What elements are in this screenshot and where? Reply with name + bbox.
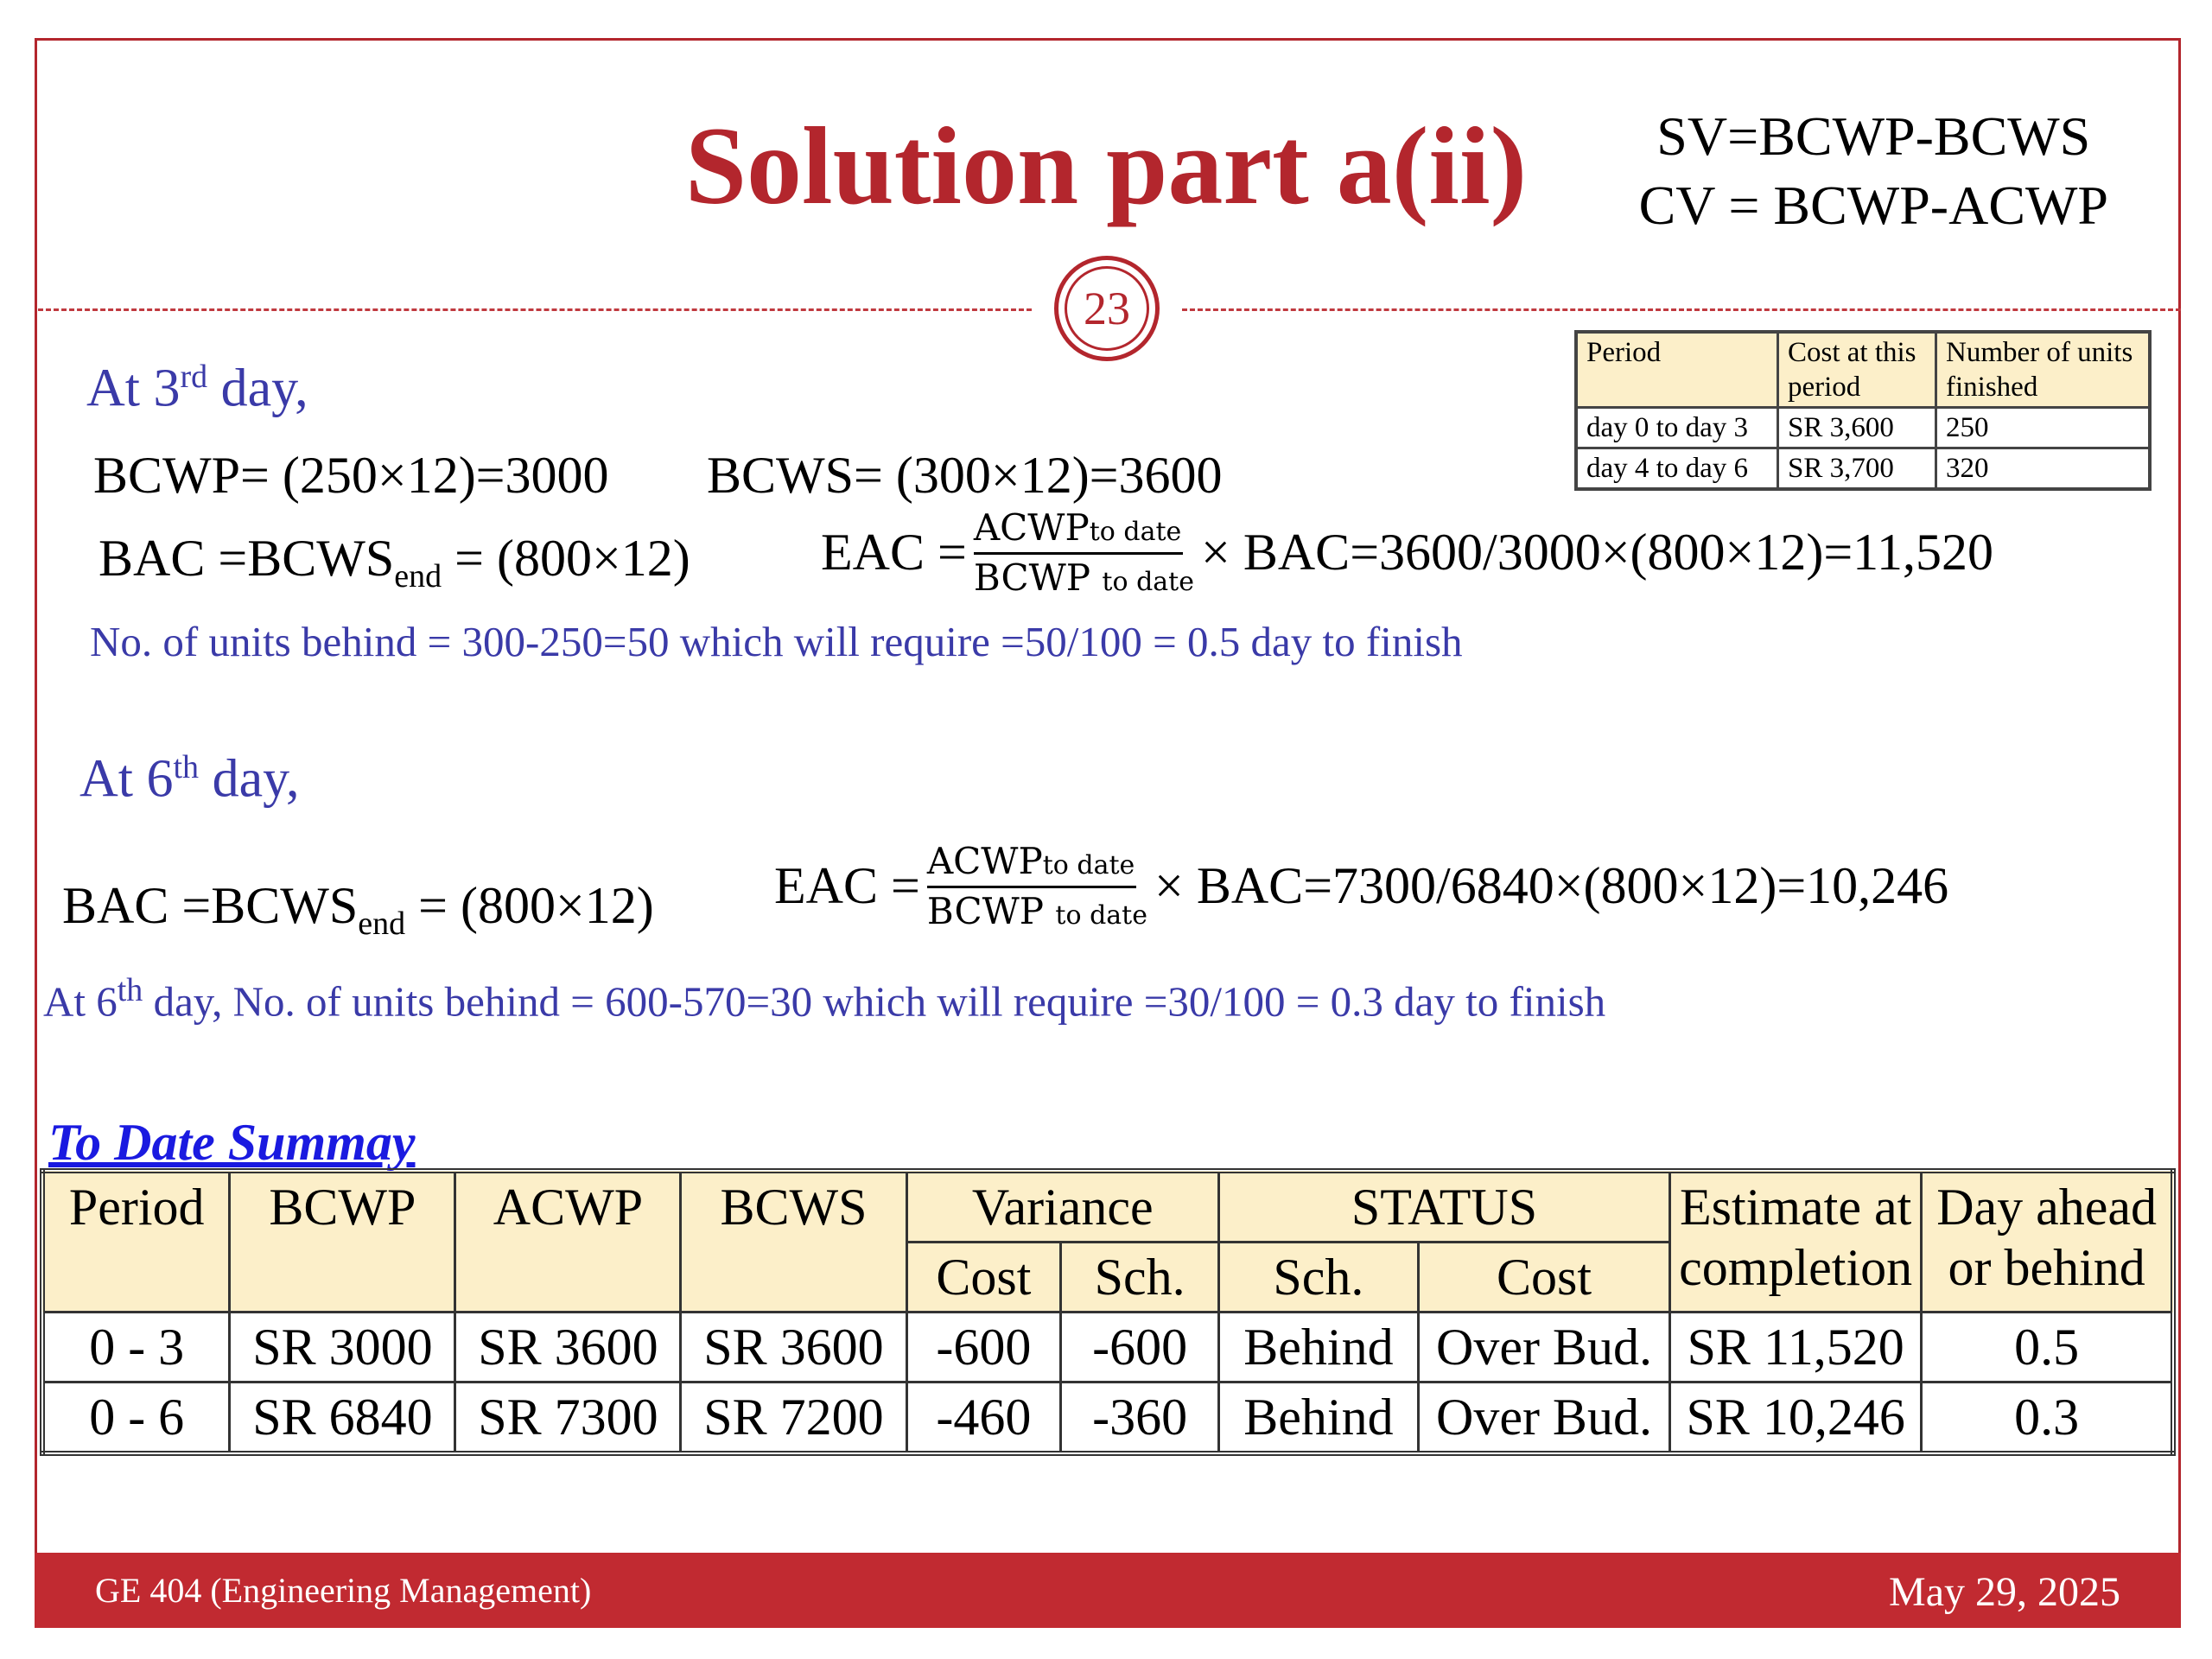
reference-table [1574,330,2152,491]
header-estimate [1670,1171,1922,1313]
day6-eac [774,840,1948,932]
header-variance: Variance [906,1171,1218,1243]
slide-title: Solution part a(ii) [684,105,1528,227]
divider-left [38,308,1032,311]
day6-heading-text: At 6 [79,749,174,809]
reference-table-header [1576,332,2150,408]
ref-header-cell: Number of units finished [1936,332,2151,408]
summary-table [40,1168,2176,1456]
table-cell: SR 3600 [455,1313,681,1382]
header-acwp: ACWP [455,1171,681,1313]
header-day-line2: or behind [1948,1239,2145,1296]
table-cell: SR 11,520 [1670,1313,1922,1382]
day6-frac-denominator [927,888,1147,932]
header-bcwp: BCWP [230,1171,455,1313]
day6-frac-num-sub: to date [1042,850,1135,880]
day3-eac [821,506,1993,599]
summary-header-row [42,1171,2173,1243]
day6-frac-numerator [927,840,1136,888]
day3-heading-sup: rd [180,359,208,395]
table-cell: -460 [906,1382,1061,1454]
ref-cell: day 0 to day 3 [1576,408,1778,448]
day6-eac-label: EAC = [774,857,920,914]
day6-bac [62,876,654,943]
footer-course: GE 404 (Engineering Management) [95,1571,592,1610]
day3-frac-numerator [974,506,1183,555]
reference-table-row [1576,448,2150,490]
summary-link[interactable]: To Date Summay [48,1114,416,1171]
ref-cell: 320 [1936,448,2151,490]
day3-note: No. of units behind = 300-250=50 which will require =50/100 = 0.5 day to finish [90,618,1463,665]
table-cell: Over Bud. [1418,1382,1669,1454]
day3-bac-text: BAC =BCWS [99,530,395,587]
table-cell: Behind [1218,1382,1418,1454]
table-cell: 0.3 [1922,1382,2173,1454]
table-cell: 0 - 3 [42,1313,230,1382]
day6-heading-sup: th [173,749,200,785]
table-cell: SR 3000 [230,1313,455,1382]
footer-date: May 29, 2025 [1889,1569,2120,1615]
day3-frac-den-sub: to date [1102,567,1194,597]
page-number: 23 [1065,266,1149,351]
table-cell: SR 10,246 [1670,1382,1922,1454]
ref-cell: 250 [1936,408,2151,448]
day6-note-sup: th [117,972,143,1008]
header-status-sch: Sch. [1218,1243,1418,1313]
day3-frac-num-sub: to date [1089,517,1182,547]
header-estimate-line2: completion [1679,1239,1913,1296]
day3-frac-den-text: BCWP [973,556,1091,599]
table-cell: -360 [1061,1382,1219,1454]
table-cell: SR 7200 [681,1382,906,1454]
reference-table-row [1576,408,2150,448]
day3-bac-sub: end [394,558,442,595]
day3-bcwp: BCWP= (250×12)=3000 [93,447,609,504]
day3-frac-num-text: ACWP [973,506,1090,549]
header-day-line1: Day ahead [1936,1179,2158,1236]
ref-cell: SR 3,700 [1778,448,1936,490]
day3-bac-suffix: = (800×12) [442,530,690,587]
day3-heading [86,358,308,420]
table-cell: SR 3600 [681,1313,906,1382]
day6-bac-text: BAC =BCWS [62,877,359,934]
table-cell: 0 - 6 [42,1382,230,1454]
day6-note-text: At 6 [43,977,118,1026]
header-estimate-line1: Estimate at [1680,1179,1912,1236]
day6-heading-suffix: day, [199,749,300,809]
header-var-cost: Cost [906,1243,1061,1313]
day3-eac-fraction [974,506,1194,599]
day3-heading-suffix: day, [207,359,308,418]
header-var-sch: Sch. [1061,1243,1219,1313]
day3-eac-label: EAC = [821,524,967,581]
day3-bac [99,529,690,595]
header-status-cost: Cost [1418,1243,1669,1313]
table-cell: Over Bud. [1418,1313,1669,1382]
table-cell: -600 [1061,1313,1219,1382]
table-cell: -600 [906,1313,1061,1382]
sv-formula: SV=BCWP-BCWS [1656,105,2091,167]
ref-header-cell: Cost at this period [1778,332,1936,408]
table-cell: SR 6840 [230,1382,455,1454]
day6-frac-den-sub: to date [1055,900,1147,931]
header-bcws: BCWS [681,1171,906,1313]
day3-heading-text: At 3 [86,359,181,418]
day6-note-suffix: day, No. of units behind = 600-570=30 which will require =30/100 = 0.3 day to finish [143,977,1606,1026]
divider-right [1182,308,2181,311]
day3-frac-denominator [974,555,1194,599]
variance-formulas [1639,102,2108,240]
ref-header-cell: Period [1576,332,1778,408]
day6-bac-suffix: = (800×12) [405,877,654,934]
day6-eac-result: × BAC=7300/6840×(800×12)=10,246 [1154,857,1949,914]
header-period: Period [42,1171,230,1313]
header-day [1922,1171,2173,1313]
ref-cell: SR 3,600 [1778,408,1936,448]
day3-eac-result: × BAC=3600/3000×(800×12)=11,520 [1200,524,1993,581]
table-cell: Behind [1218,1313,1418,1382]
day6-heading [79,748,300,810]
table-row [42,1382,2173,1454]
day6-eac-fraction [927,840,1147,932]
day6-bac-sub: end [358,906,406,943]
page-number-badge [1054,256,1160,361]
day6-frac-den-text: BCWP [926,890,1045,932]
cv-formula: CV = BCWP-ACWP [1638,175,2108,236]
day6-frac-num-text: ACWP [926,840,1043,882]
table-row [42,1313,2173,1382]
day3-bcws: BCWS= (300×12)=3600 [707,447,1223,504]
table-cell: 0.5 [1922,1313,2173,1382]
ref-cell: day 4 to day 6 [1576,448,1778,490]
footer-bar [35,1553,2181,1628]
table-cell: SR 7300 [455,1382,681,1454]
day6-note [43,971,1605,1026]
header-status: STATUS [1218,1171,1669,1243]
